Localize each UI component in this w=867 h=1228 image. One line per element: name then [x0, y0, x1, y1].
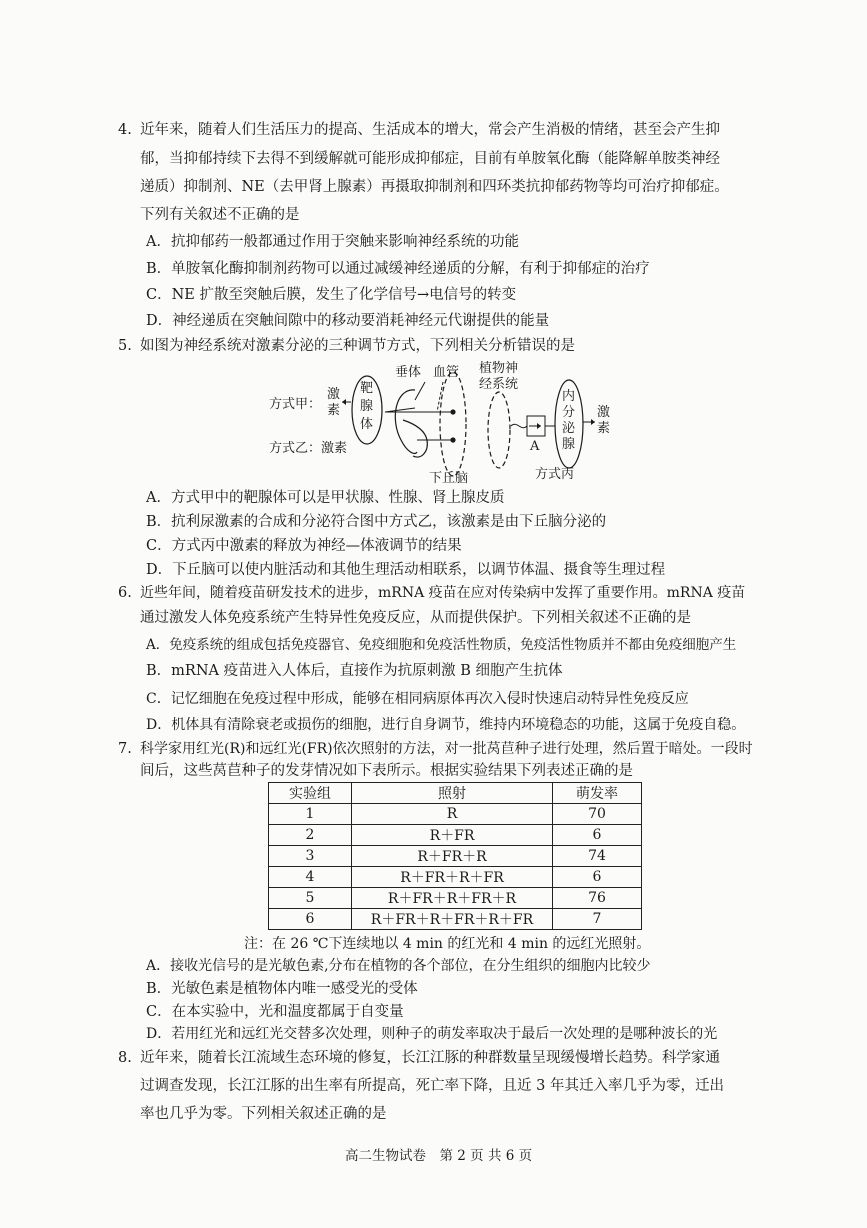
- autonomic-nerve: [488, 392, 510, 468]
- target-char-1: 靶: [360, 381, 374, 396]
- table-row: 5 R＋FR＋R＋FR＋R 76: [269, 888, 642, 909]
- q8-line-2: 过调查发现，长江江豚的出生率有所提高，死亡率下降，且近 3 年其迁入率几乎为零，迁出: [140, 1078, 724, 1094]
- endocrine-char-2: 分: [562, 405, 576, 420]
- endocrine-char-3: 泌: [562, 421, 576, 436]
- header-rate: 萌发率: [553, 783, 642, 804]
- table-row: 4 R＋FR＋R＋FR 6: [269, 867, 642, 888]
- label-mode-yi: 方式乙：激素: [269, 441, 348, 456]
- q7-option-b: B．光敏色素是植物体内唯一感受光的受体: [146, 981, 418, 997]
- q5-stem: 如图为神经系统对激素分泌的三种调节方式，下列相关分析错误的是: [140, 338, 575, 354]
- q6-option-d: D．机体具有清除衰老或损伤的细胞，进行自身调节，维持内环境稳态的功能，这属于免疫自稳。: [146, 717, 746, 733]
- q6-option-c: C．记忆细胞在免疫过程中形成，能够在相同病原体再次入侵时快速启动特异性免疫反应: [146, 691, 689, 707]
- target-char-3: 体: [360, 417, 374, 432]
- jia-hormone-char-1: 激: [327, 387, 341, 402]
- q5-option-b: B．抗利尿激素的合成和分泌符合图中方式乙，该激素是由下丘脑分泌的: [146, 514, 607, 530]
- table-header-row: [269, 783, 642, 804]
- q4-number: 4.: [118, 122, 132, 138]
- table-row: 2 R＋FR 6: [269, 825, 642, 846]
- q4-line-2: 郁，当抑郁持续下去得不到缓解就可能形成抑郁症，目前有单胺氧化酶（能降解单胺类神经: [140, 151, 720, 167]
- bing-hormone-char-1: 激: [597, 405, 611, 420]
- hypothalamus: [440, 372, 466, 476]
- vessel-label: 血管: [433, 365, 460, 380]
- q6-option-b: B．mRNA 疫苗进入人体后，直接作为抗原刺激 B 细胞产生抗体: [146, 663, 563, 679]
- q5-option-c: C．方式丙中激素的释放为神经—体液调节的结果: [146, 538, 462, 554]
- header-group: 实验组: [269, 783, 352, 804]
- q7-line-2: 间后，这些莴苣种子的发芽情况如下表所示。根据实验结果下列表述正确的是: [140, 763, 633, 779]
- endocrine-char-4: 腺: [562, 437, 576, 452]
- q6-number: 6.: [118, 585, 132, 601]
- bing-hormone-char-2: 素: [597, 421, 611, 436]
- q7-number: 7.: [118, 741, 132, 757]
- germination-table: [268, 782, 642, 930]
- autonomic-label-1: 植物神: [479, 361, 519, 376]
- target-char-2: 腺: [360, 399, 374, 414]
- q7-option-d: D．若用红光和远红光交替多次处理，则种子的萌发率取决于最后一次处理的是哪种波长的光: [146, 1026, 718, 1042]
- q4-option-c: C．NE 扩散至突触后膜，发生了化学信号→电信号的转变: [146, 287, 517, 303]
- q6-line-2: 通过激发人体免疫系统产生特异性免疫反应，从而提供保护。下列相关叙述不正确的是: [140, 610, 691, 626]
- q4-line-1: 近年来，随着人们生活压力的提高、生活成本的增大，常会产生消极的情绪，甚至会产生抑: [140, 122, 720, 138]
- autonomic-label-2: 经系统: [479, 377, 519, 392]
- q4-option-a: A．抗抑郁药一般都通过作用于突触来影响神经系统的功能: [146, 234, 519, 250]
- q5-number: 5.: [118, 338, 132, 354]
- table-row: 1 R 70: [269, 804, 642, 825]
- page-footer: 高二生物试卷 第 2 页 共 6 页: [345, 1148, 533, 1164]
- point-a-label: A: [530, 439, 540, 454]
- mode-bing-label: 方式丙: [535, 467, 575, 482]
- header-light: 照射: [352, 783, 553, 804]
- q8-line-3: 率也几乎为零。下列相关叙述正确的是: [140, 1106, 387, 1122]
- table-row: 3 R＋FR＋R 74: [269, 846, 642, 867]
- q5-option-d: D．下丘脑可以使内脏活动和其他生理活动相联系，以调节体温、摄食等生理过程: [146, 562, 666, 578]
- q8-number: 8.: [118, 1050, 132, 1066]
- table-row: 6 R＋FR＋R＋FR＋R＋FR 7: [269, 909, 642, 930]
- q7-table-note: 注：在 26 ℃下连续地以 4 min 的红光和 4 min 的远红光照射。: [244, 936, 651, 952]
- q7-option-c: C．在本实验中，光和温度都属于自变量: [146, 1004, 404, 1020]
- q6-line-1: 近些年间，随着疫苗研发技术的进步，mRNA 疫苗在应对传染病中发挥了重要作用。mRNA 疫苗: [140, 585, 746, 601]
- q4-line-3: 递质）抑制剂、NE（去甲肾上腺素）再摄取抑制剂和四环类抗抑郁药物等均可治疗抑郁症。: [140, 179, 729, 195]
- label-mode-jia: 方式甲：: [269, 397, 322, 412]
- q5-option-a: A．方式甲中的靶腺体可以是甲状腺、性腺、肾上腺皮质: [146, 490, 505, 506]
- q4-option-b: B．单胺氧化酶抑制剂药物可以通过减缓神经递质的分解，有利于抑郁症的治疗: [146, 261, 650, 277]
- q7-line-1: 科学家用红光(R)和远红光(FR)依次照射的方法，对一批莴苣种子进行处理，然后置于暗处。一段时: [140, 741, 753, 757]
- q6-option-a: A．免疫系统的组成包括免疫器官、免疫细胞和免疫活性物质，免疫活性物质并不都由免疫细胞产生: [146, 637, 737, 653]
- q4-line-4: 下列有关叙述不正确的是: [140, 207, 300, 223]
- neuro-endocrine-diagram: [265, 360, 625, 485]
- pituitary-label: 垂体: [395, 365, 422, 380]
- endocrine-char-1: 内: [562, 389, 576, 404]
- q8-line-1: 近年来，随着长江流域生态环境的修复，长江江豚的种群数量呈现缓慢增长趋势。科学家通: [140, 1050, 720, 1066]
- jia-hormone-char-2: 素: [327, 403, 341, 418]
- q7-option-a: A．接收光信号的是光敏色素,分布在植物的各个部位，在分生组织的细胞内比较少: [146, 958, 651, 974]
- hypothalamus-label: 下丘脑: [429, 471, 469, 485]
- q4-option-d: D．神经递质在突触间隙中的移动要消耗神经元代谢提供的能量: [146, 313, 550, 329]
